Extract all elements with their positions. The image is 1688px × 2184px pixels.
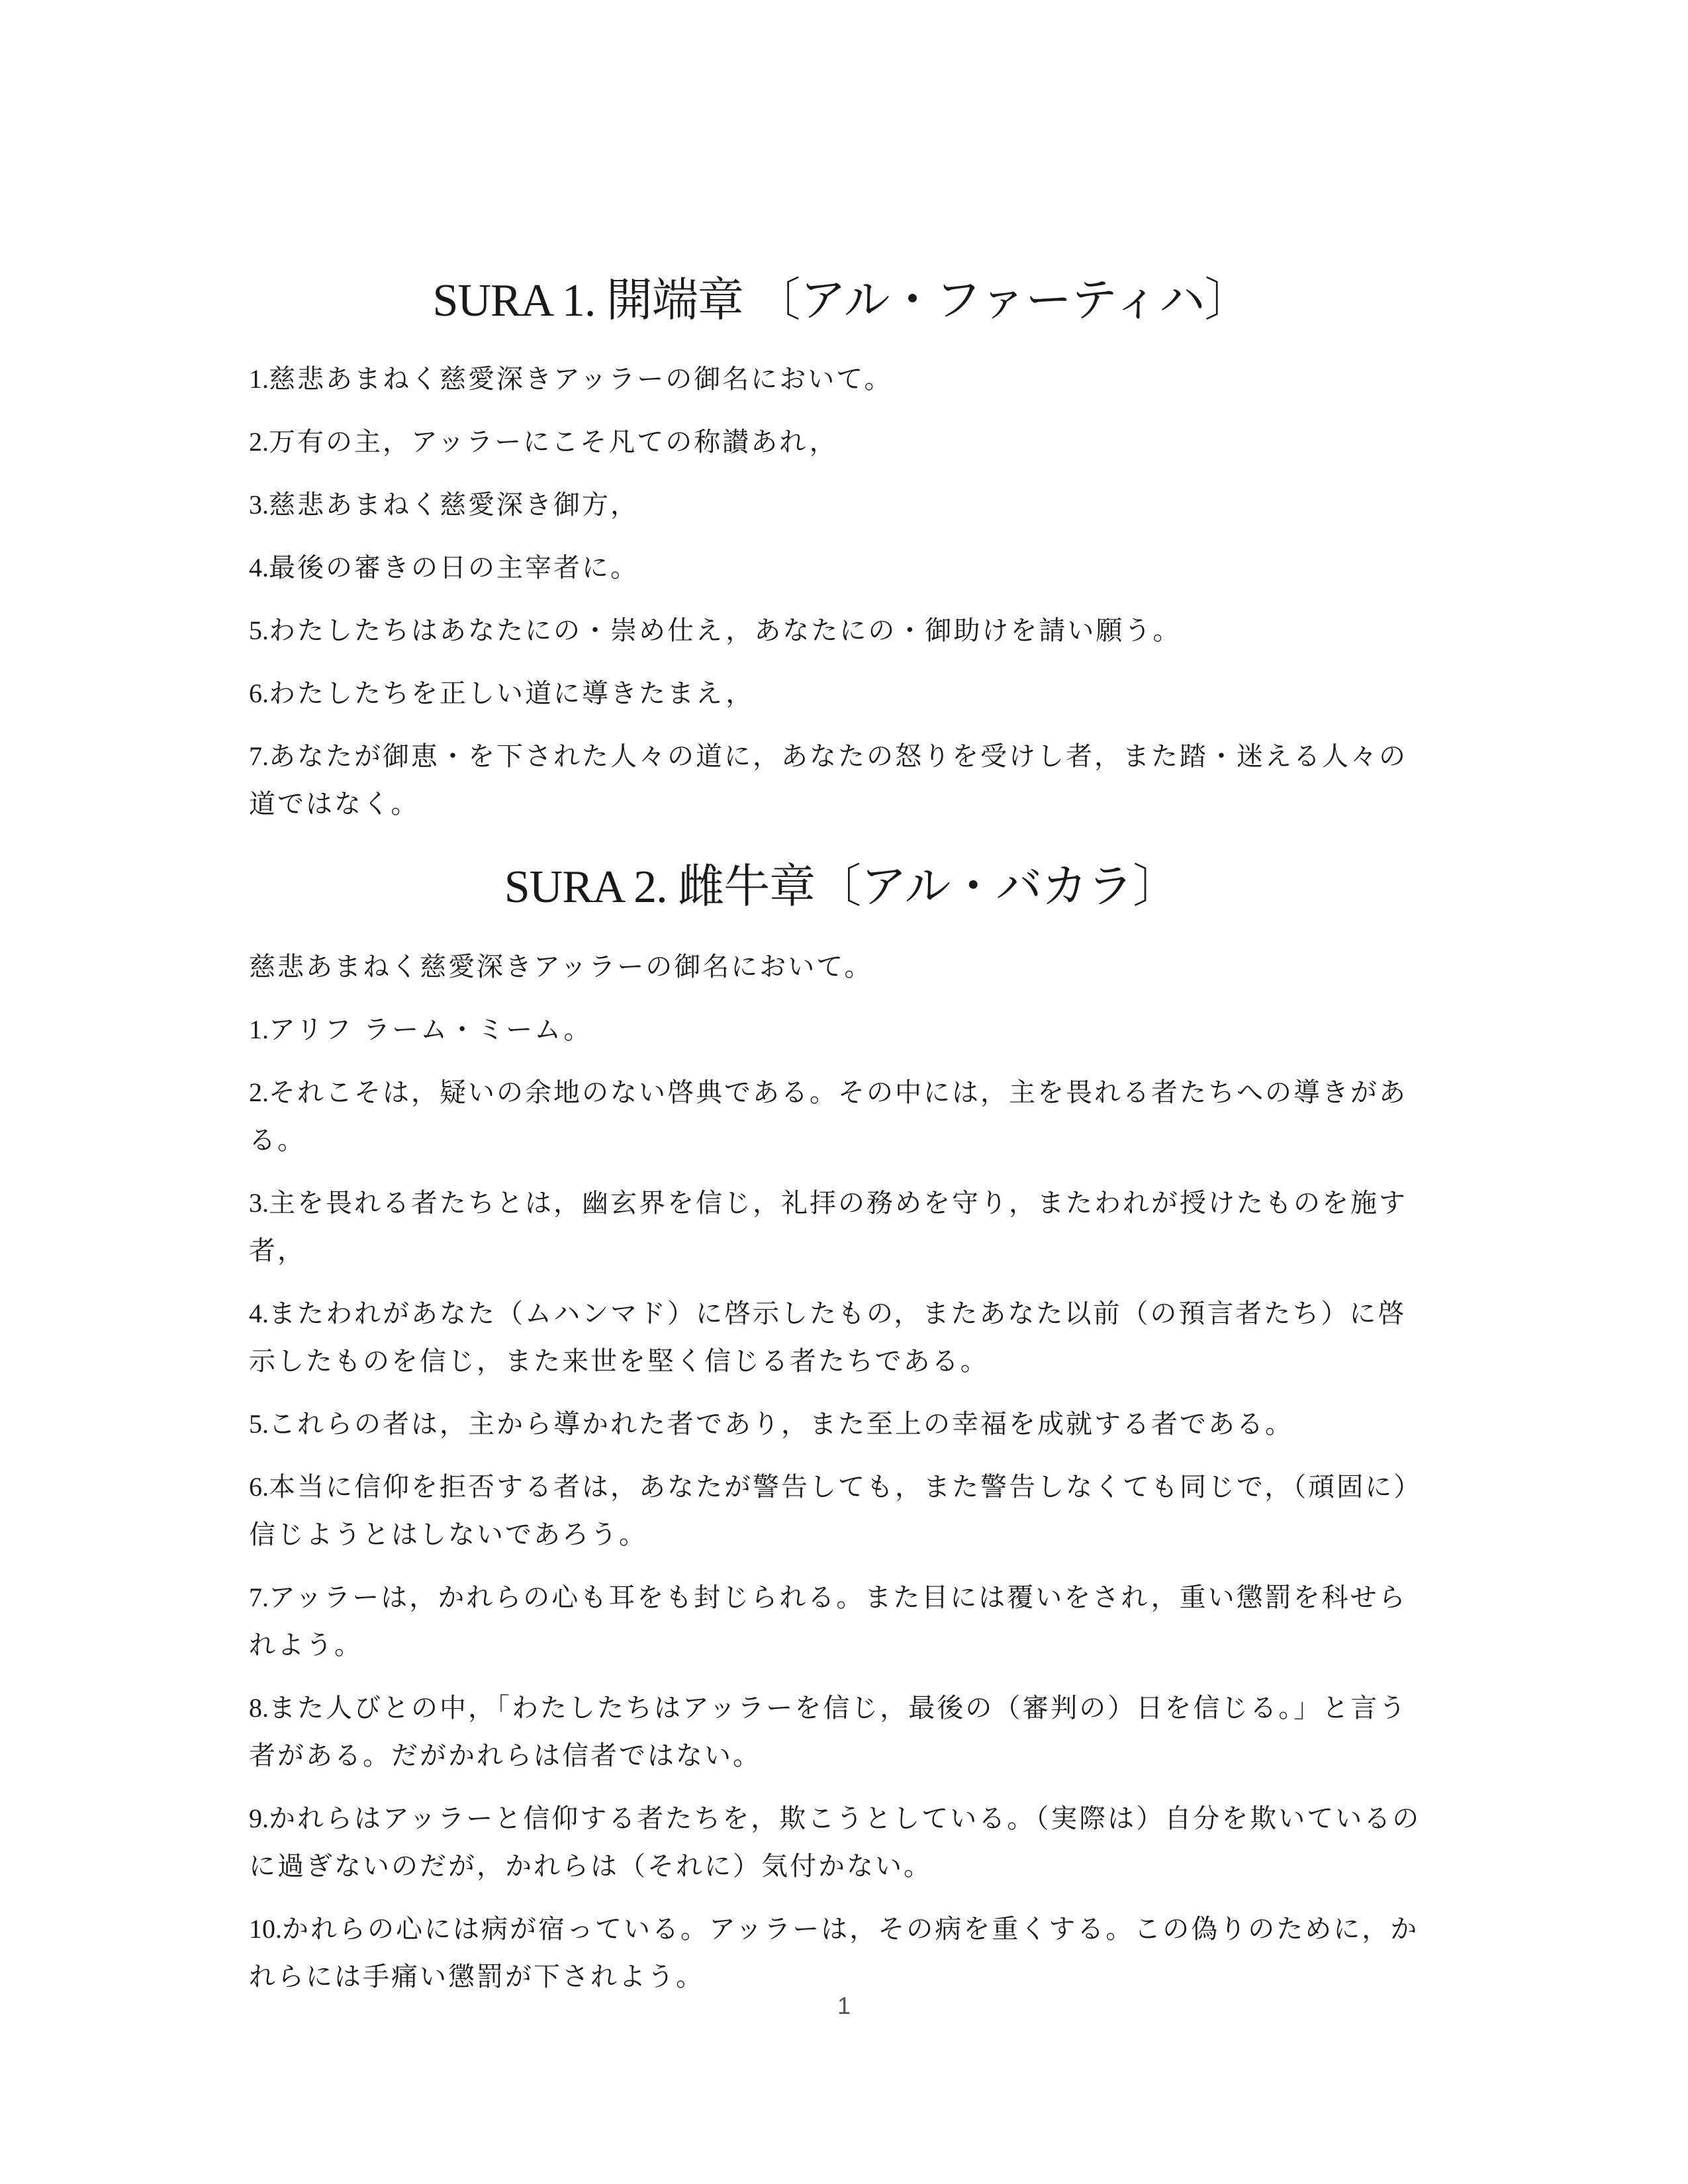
verse-text: あなたが御恵・を下された人々の道に，あなたの怒りを受けし者，また踏・迷える人々の道ではなく。 xyxy=(249,741,1407,819)
verse-number: 3. xyxy=(249,1188,269,1218)
page-number: 1 xyxy=(837,1992,851,2019)
verse xyxy=(249,418,1434,466)
sura-1-verses xyxy=(249,355,1434,828)
verse-number: 10. xyxy=(249,1914,282,1944)
verse xyxy=(249,733,1434,828)
verse xyxy=(249,670,1434,717)
verse xyxy=(249,607,1434,655)
verse xyxy=(249,1069,1434,1164)
verse xyxy=(249,481,1434,529)
verse-number: 2. xyxy=(249,1077,269,1107)
sura-2-title: SURA 2. 雌牛章〔アル・バカラ〕 xyxy=(504,862,1179,913)
verse-number: 2. xyxy=(249,427,269,457)
verse-number: 6. xyxy=(249,1472,269,1502)
verse-text: 慈悲あまねく慈愛深きアッラーの御名において。 xyxy=(269,364,893,394)
verse-text: わたしたちを正しい道に導きたまえ， xyxy=(269,678,755,709)
verse-number: 5. xyxy=(249,615,269,645)
verse-number: 9. xyxy=(249,1803,269,1833)
verse-text: 慈悲あまねく慈愛深き御方， xyxy=(269,490,639,520)
verse-text: 万有の主，アッラーにこそ凡ての称讃あれ， xyxy=(269,427,838,457)
verse xyxy=(249,355,1434,403)
verse-number: 7. xyxy=(249,741,269,771)
verse-text: また人びとの中，「わたしたちはアッラーを信じ，最後の（審判の）日を信じる。」と言う者がある。だがかれらは信者ではない。 xyxy=(249,1693,1408,1771)
verse-number: 4. xyxy=(249,1298,269,1328)
basmala: 慈悲あまねく慈愛深きアッラーの御名において。 xyxy=(249,952,873,982)
verse xyxy=(249,544,1434,592)
verse xyxy=(249,1795,1434,1890)
verse xyxy=(249,1400,1434,1448)
verse-text: またわれがあなた（ムハンマド）に啓示したもの，またあなた以前（の預言者たち）に啓示したものを信じ，また来世を堅く信じる者たちである。 xyxy=(249,1298,1407,1377)
verse xyxy=(249,1179,1434,1275)
verse-number: 1. xyxy=(249,364,269,394)
verse xyxy=(249,1905,1434,2001)
verse-number: 1. xyxy=(249,1015,269,1044)
verse xyxy=(249,1006,1434,1054)
verse-number: 6. xyxy=(249,678,269,708)
verse-text: これらの者は，主から導かれた者であり，また至上の幸福を成就する者である。 xyxy=(269,1409,1293,1439)
verse-text: アッラーは，かれらの心も耳をも封じられる。また目には覆いをされ，重い懲罰を科せられよう。 xyxy=(249,1582,1407,1661)
verse-number: 7. xyxy=(249,1582,269,1612)
sura-2-verses xyxy=(249,943,1434,2001)
verse-number: 8. xyxy=(249,1693,269,1723)
verse-text: 最後の審きの日の主宰者に。 xyxy=(269,553,639,583)
verse xyxy=(249,1574,1434,1669)
verse xyxy=(249,1684,1434,1780)
verse-number: 5. xyxy=(249,1409,269,1439)
verse-number: 4. xyxy=(249,553,269,582)
verse-text: アリフ ラーム・ミーム。 xyxy=(269,1015,592,1045)
verse-text: 主を畏れる者たちとは，幽玄界を信じ，礼拝の務めを守り，またわれが授けたものを施す者， xyxy=(249,1188,1407,1266)
verse-text: かれらの心には病が宿っている。アッラーは，その病を重くする。この偽りのために，かれらには手痛い懲罰が下されよう。 xyxy=(249,1914,1419,1992)
sura-1-title: SURA 1. 開端章 〔アル・ファーティハ〕 xyxy=(432,275,1250,326)
verse-text: それこそは，疑いの余地のない啓典である。その中には，主を畏れる者たちへの導きがある。 xyxy=(249,1077,1407,1156)
verse xyxy=(249,1463,1434,1559)
verse xyxy=(249,1290,1434,1385)
page-content xyxy=(249,268,1434,2016)
verse-text: かれらはアッラーと信仰する者たちを，欺こうとしている。（実際は）自分を欺いているのに過ぎないのだが，かれらは（それに）気付かない。 xyxy=(249,1803,1421,1882)
verse-text: 本当に信仰を拒否する者は，あなたが警告しても，また警告しなくても同じで，（頑固に）信じようとはしないであろう。 xyxy=(249,1472,1423,1550)
verse-text: わたしたちはあなたにの・崇め仕え，あなたにの・御助けを請い願う。 xyxy=(269,615,1182,646)
verse-number: 3. xyxy=(249,490,269,520)
